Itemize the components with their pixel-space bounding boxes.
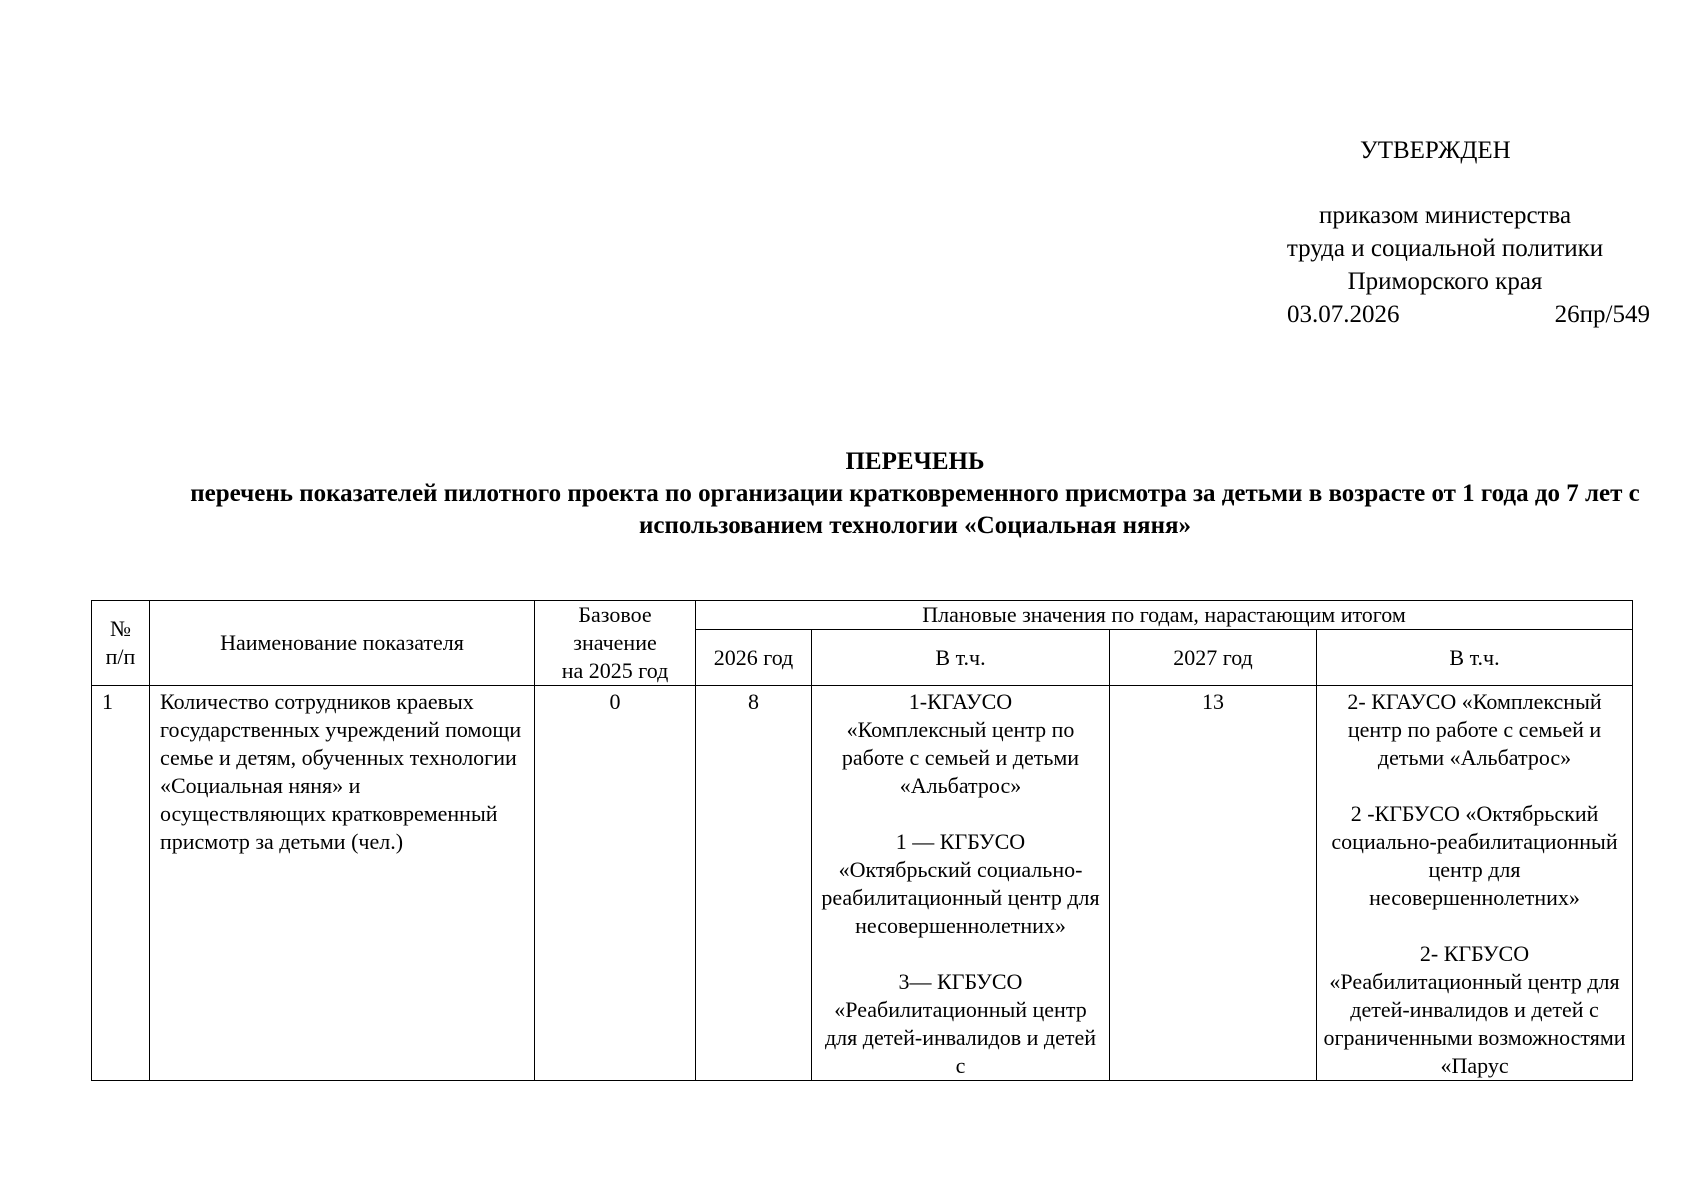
document-title: ПЕРЕЧЕНЬ	[845, 448, 985, 475]
institution-entry: 2- КГАУСО «Комплексный центр по работе с семьей и детьми «Альбатрос»	[1347, 689, 1602, 770]
row-including-2027	[1317, 686, 1633, 1081]
approval-line-1: приказом министерства	[1318, 202, 1572, 229]
institution-entry: 1 — КГБУСО «Октябрьский социально-реабилитационный центр для несовершеннолетних»	[821, 829, 1100, 938]
row-including-2026	[812, 686, 1110, 1081]
header-including-2027: В т.ч.	[1317, 630, 1633, 686]
row-value-2026: 8	[696, 686, 812, 1081]
header-plan-group: Плановые значения по годам, нарастающим итогом	[696, 601, 1633, 630]
header-base-value: Базовое значение на 2025 год	[535, 601, 696, 686]
approval-title: УТВЕРЖДЕН	[1360, 137, 1511, 164]
approval-line-3: Приморского края	[1347, 268, 1543, 295]
institution-entry: 2- КГБУСО «Реабилитационный центр для детей-инвалидов и детей с ограниченными возможностями «Парус	[1323, 941, 1626, 1078]
row-indicator-name: Количество сотрудников краевых государственных учреждений помощи семье и детям, обученных технологии «Социальная няня» и осуществляющих кратковременный присмотр за детьми (чел.)	[150, 686, 535, 1081]
institution-entry: 2 -КГБУСО «Октябрьский социально-реабилитационный центр для несовершеннолетних»	[1331, 801, 1618, 910]
row-base-value: 0	[535, 686, 696, 1081]
header-year-2026: 2026 год	[696, 630, 812, 686]
approval-date: 03.07.2026	[1287, 301, 1400, 328]
approval-line-2: труда и социальной политики	[1286, 235, 1604, 262]
header-year-2027: 2027 год	[1110, 630, 1317, 686]
header-num: № п/п	[92, 601, 150, 686]
header-including-2026: В т.ч.	[812, 630, 1110, 686]
row-value-2027: 13	[1110, 686, 1317, 1081]
table-row	[92, 686, 1633, 1081]
approval-number: 26пр/549	[1554, 301, 1650, 328]
approval-date-row	[1240, 298, 1650, 331]
institution-entry: 1-КГАУСО «Комплексный центр по работе с семьей и детьми «Альбатрос»	[841, 689, 1080, 798]
indicators-table	[91, 600, 1633, 1081]
row-num: 1	[92, 686, 150, 1081]
approval-stamp	[1240, 134, 1650, 331]
institution-entry: 3— КГБУСО «Реабилитационный центр для детей-инвалидов и детей с	[824, 969, 1097, 1078]
header-indicator-name: Наименование показателя	[150, 601, 535, 686]
document-subtitle: перечень показателей пилотного проекта по организации кратковременного присмотра за детьми в возрасте от 1 года до 7 лет с использованием технологии «Социальная няня»	[190, 480, 1640, 539]
document-heading	[180, 446, 1650, 542]
